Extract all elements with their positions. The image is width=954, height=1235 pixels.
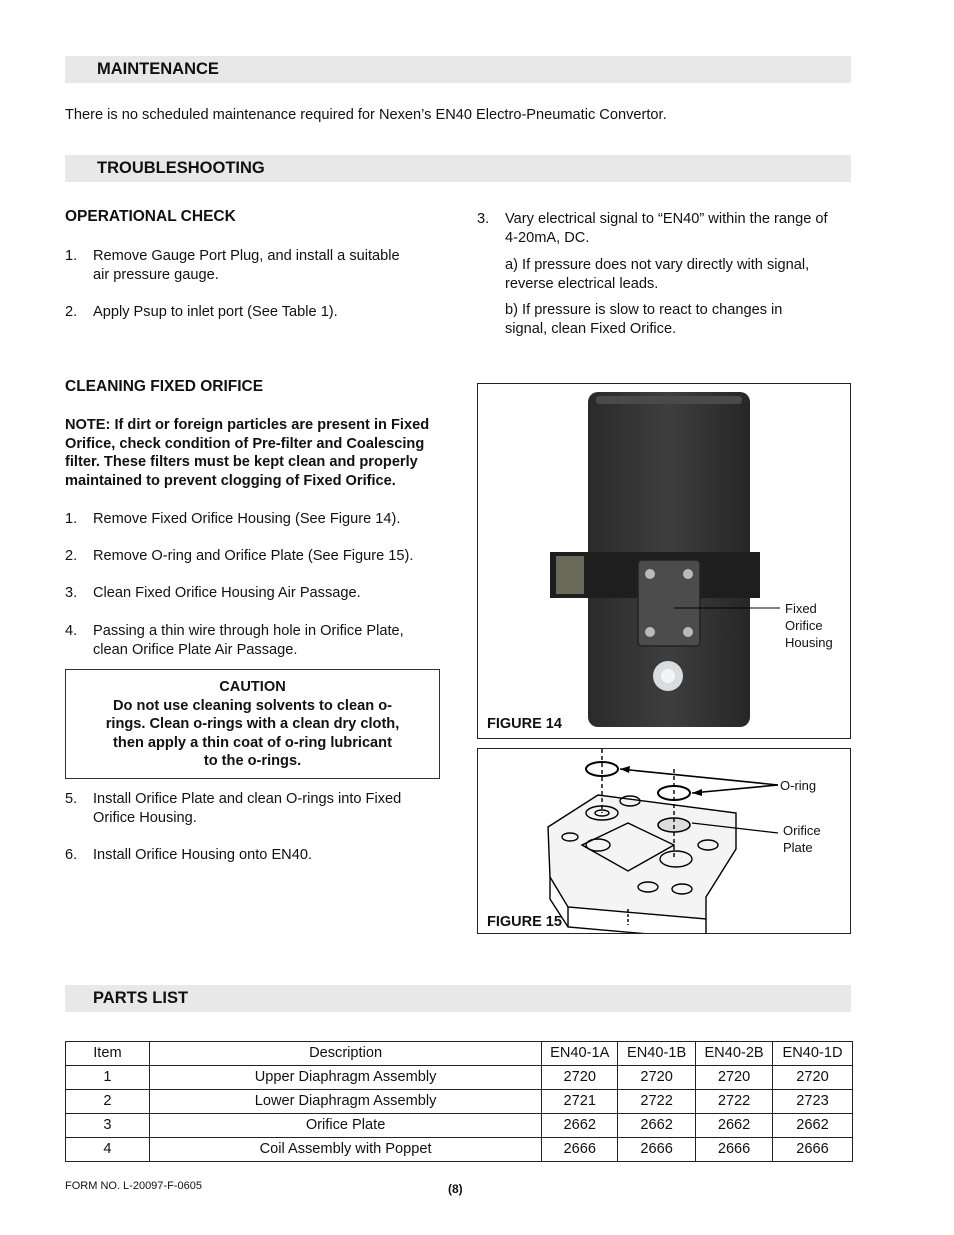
callout-line: Orifice [783,823,821,838]
form-number: FORM NO. L-20097-F-0605 [65,1180,202,1192]
step-line: Install Orifice Housing onto EN40. [93,847,313,863]
table-row [66,1066,853,1090]
step-number: 4. [65,623,78,639]
op-substep-a [505,256,855,293]
figure-14 [477,383,851,739]
figure-15-label: FIGURE 15 [487,914,562,930]
table-cell: 2666 [773,1138,853,1162]
table-cell: 2723 [773,1090,853,1114]
page-number: (8) [448,1182,463,1196]
step-line: Install Orifice Plate and clean O-rings into Fixed [93,791,402,807]
step-number: 1. [65,248,78,264]
fig14-callout-label [785,600,833,651]
figure-14-label: FIGURE 14 [487,716,562,732]
troubleshooting-heading: TROUBLESHOOTING [97,159,265,177]
col-header: EN40-2B [696,1042,773,1066]
cleaning-heading: CLEANING FIXED ORIFICE [65,378,264,395]
table-cell: 2722 [696,1090,773,1114]
step-text [93,247,400,284]
note-line: filter. These filters must be kept clean and properly [65,454,418,470]
step-line: air pressure gauge. [93,266,219,283]
table-cell: 1 [66,1066,150,1090]
table-cell: 2666 [618,1138,696,1162]
table-cell: 2721 [542,1090,618,1114]
table-cell: Coil Assembly with Poppet [149,1138,541,1162]
maintenance-text: There is no scheduled maintenance required for Nexen’s EN40 Electro-Pneumatic Convertor. [65,107,667,123]
col-header: EN40-1B [618,1042,696,1066]
table-cell: 2662 [542,1114,618,1138]
step-line: Remove Gauge Port Plug, and install a suitable [93,248,400,264]
parts-list-heading: PARTS LIST [93,989,189,1007]
step-line: Passing a thin wire through hole in Orifice Plate, [93,623,404,639]
op-substep-b [505,301,855,338]
col-header: EN40-1D [773,1042,853,1066]
table-cell: Upper Diaphragm Assembly [149,1066,541,1090]
troubleshooting-heading-bar [65,155,851,182]
table-cell: 4 [66,1138,150,1162]
step-text [93,303,338,322]
step-line: Remove Fixed Orifice Housing (See Figure 14). [93,511,401,527]
parts-table [65,1041,853,1162]
table-cell: 2662 [618,1114,696,1138]
substep-line: a) If pressure does not vary directly with signal, [505,257,810,273]
parts-list-heading-bar [65,985,851,1012]
table-cell: 3 [66,1114,150,1138]
step-text [93,622,404,659]
col-header: Description [149,1042,541,1066]
step-number: 2. [65,548,78,564]
table-cell: 2662 [696,1114,773,1138]
table-cell: Orifice Plate [149,1114,541,1138]
caution-line: rings. Clean o-rings with a clean dry cloth, [105,716,400,732]
table-cell: 2 [66,1090,150,1114]
callout-line: Plate [783,840,813,855]
fig15-plate-label [783,822,821,856]
table-cell: 2720 [618,1066,696,1090]
en40-unit-photo [478,384,851,739]
col-header: EN40-1A [542,1042,618,1066]
cleaning-note [65,416,445,490]
note-line: Orifice, check condition of Pre-filter and Coalescing [65,435,425,452]
table-cell: Lower Diaphragm Assembly [149,1090,541,1114]
callout-line: Housing [785,635,833,650]
figure-15 [477,748,851,934]
step-number: 3. [65,585,78,601]
operational-check-heading: OPERATIONAL CHECK [65,208,236,225]
step-line: 4-20mA, DC. [505,229,590,246]
step-number: 3. [477,211,490,227]
substep-line: signal, clean Fixed Orifice. [505,320,677,337]
caution-line: Do not use cleaning solvents to clean o- [113,697,392,714]
table-row [66,1138,853,1162]
step-text [505,210,828,247]
substep-line: b) If pressure is slow to react to changes in [505,302,783,318]
caution-line: then apply a thin coat of o-ring lubricant [113,734,392,751]
caution-box [65,669,440,779]
step-line: Vary electrical signal to “EN40” within the range of [505,211,828,227]
note-line: NOTE: If dirt or foreign particles are present in Fixed [65,417,430,433]
table-row [66,1114,853,1138]
table-cell: 2720 [696,1066,773,1090]
step-line: Remove O-ring and Orifice Plate (See Figure 15). [93,548,414,564]
step-number: 2. [65,304,78,320]
table-cell: 2666 [696,1138,773,1162]
callout-line: Orifice [785,618,823,633]
step-number: 6. [65,847,78,863]
table-row [66,1090,853,1114]
maintenance-heading: MAINTENANCE [97,60,219,78]
callout-line: Fixed [785,601,817,616]
col-header: Item [66,1042,150,1066]
step-text [93,790,401,827]
caution-line: to the o-rings. [203,753,302,769]
step-line: Orifice Housing. [93,809,197,826]
table-cell: 2720 [773,1066,853,1090]
table-cell: 2720 [542,1066,618,1090]
caution-title: CAUTION [219,679,286,695]
step-line: clean Orifice Plate Air Passage. [93,641,298,658]
note-line: maintained to prevent clogging of Fixed Orifice. [65,472,396,489]
table-cell: 2722 [618,1090,696,1114]
table-cell: 2662 [773,1114,853,1138]
table-header-row [66,1042,853,1066]
step-line: Apply Psup to inlet port (See Table 1). [93,304,338,320]
table-cell: 2666 [542,1138,618,1162]
step-line: Clean Fixed Orifice Housing Air Passage. [93,585,361,601]
step-number: 1. [65,511,78,527]
substep-line: reverse electrical leads. [505,275,659,292]
step-number: 5. [65,791,78,807]
fig15-oring-label: O-ring [780,778,817,793]
maintenance-heading-bar [65,56,851,83]
